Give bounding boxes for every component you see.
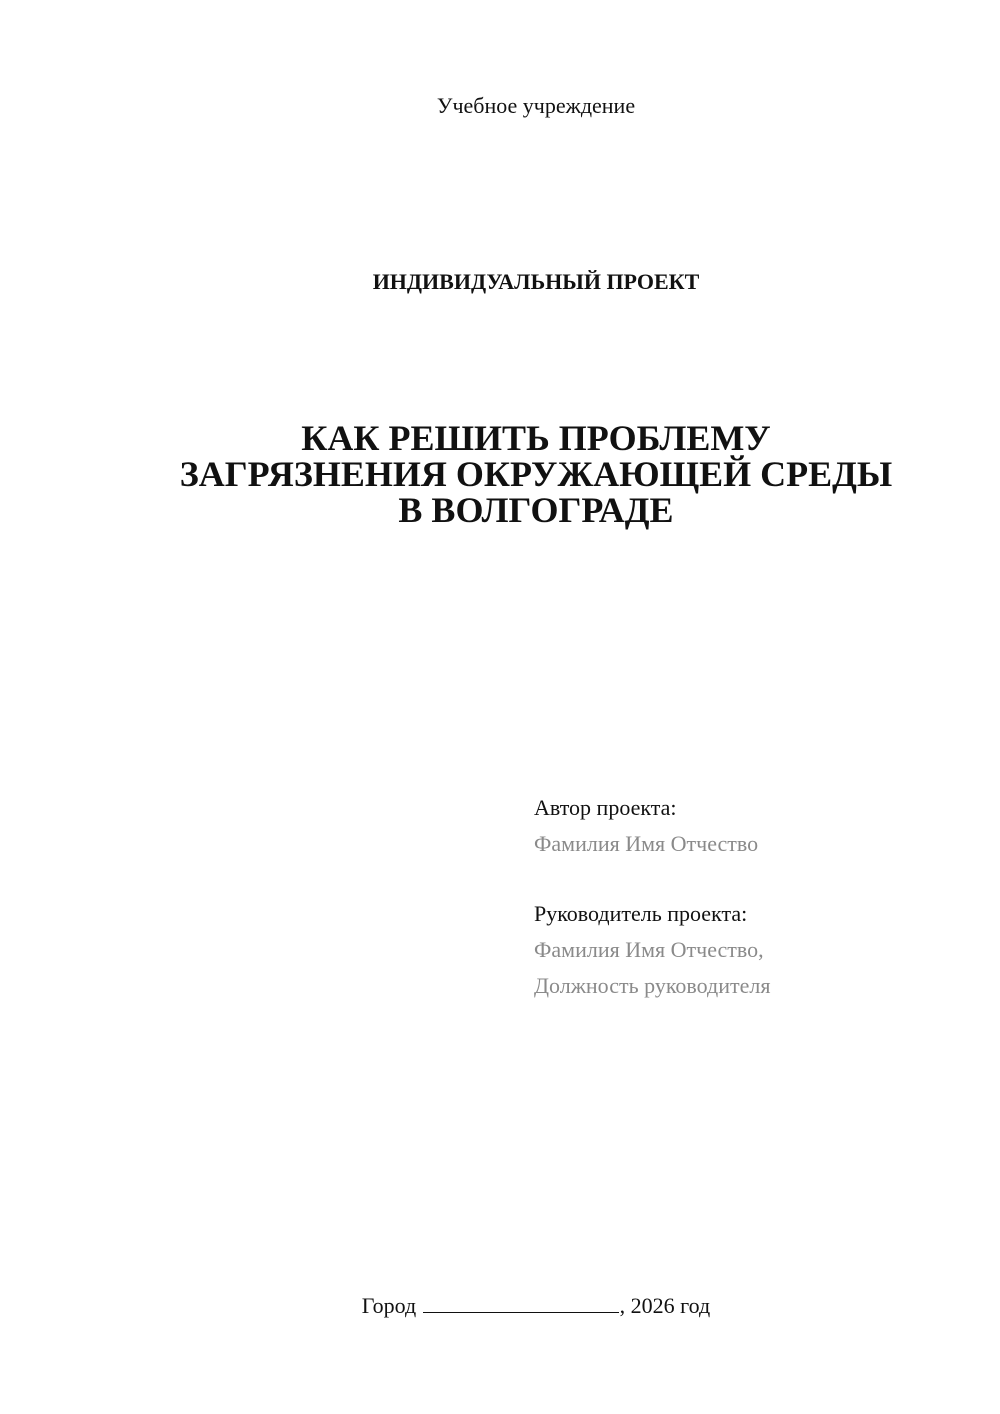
title-line-1: КАК РЕШИТЬ ПРОБЛЕМУ [301, 418, 771, 458]
block-spacer [534, 862, 974, 896]
author-name-placeholder: Фамилия Имя Отчество [534, 831, 759, 856]
city-blank-line [423, 1290, 619, 1313]
city-label: Город [361, 1293, 417, 1318]
supervisor-name-placeholder: Фамилия Имя Отчество, [534, 937, 764, 962]
institution-name: Учебное учреждение [436, 93, 636, 118]
title-line-2: ЗАГРЯЗНЕНИЯ ОКРУЖАЮЩЕЙ СРЕДЫ [179, 454, 893, 494]
project-title [0, 420, 1000, 528]
title-line-3: В ВОЛГОГРАДЕ [398, 490, 674, 530]
author-label: Автор проекта: [534, 795, 677, 820]
supervisor-position-placeholder: Должность руководителя [534, 973, 771, 998]
document-type: ИНДИВИДУАЛЬНЫЙ ПРОЕКТ [372, 269, 700, 294]
supervisor-label: Руководитель проекта: [534, 901, 748, 926]
author-supervisor-block [534, 790, 974, 1004]
year-text: , 2026 год [619, 1293, 711, 1318]
city-year-footer [0, 1290, 1000, 1320]
